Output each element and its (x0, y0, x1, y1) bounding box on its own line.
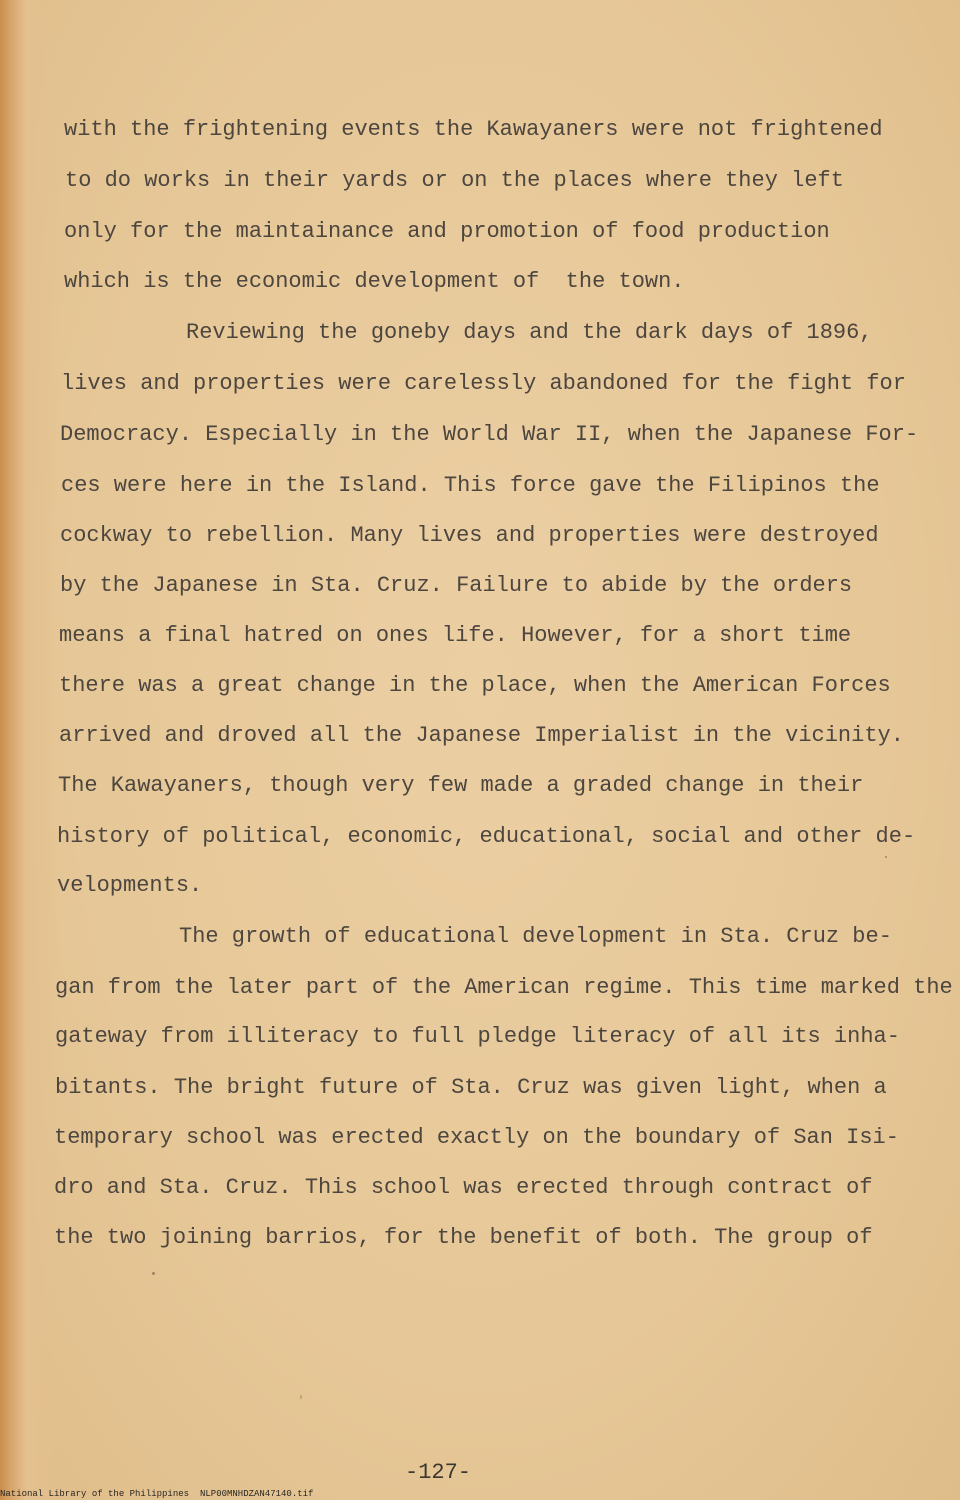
text-line-23: the two joining barrios, for the benefit of both. The group of (54, 1225, 873, 1250)
text-line-19: gateway from illiteracy to full pledge literacy of all its inha- (55, 1024, 900, 1049)
text-line-11: means a final hatred on ones life. However, for a short time (59, 623, 852, 648)
text-line-10: by the Japanese in Sta. Cruz. Failure to abide by the orders (60, 573, 853, 598)
text-line-16: velopments. (57, 873, 203, 898)
text-line-2: to do works in their yards or on the places where they left (65, 168, 844, 193)
text-line-7: Democracy. Especially in the World War II, when the Japanese For- (60, 422, 919, 447)
paper-speck (300, 1395, 302, 1399)
paper-speck (152, 1272, 155, 1275)
text-line-18: gan from the later part of the American regime. This time marked the (55, 975, 953, 1000)
text-line-6: lives and properties were carelessly abandoned for the fight for (61, 371, 906, 396)
text-line-15: history of political, economic, educational, social and other de- (57, 824, 916, 849)
footer-filename: NLP00MNHDZAN47140.tif (200, 1489, 314, 1499)
footer-institution: National Library of the Philippines (0, 1489, 190, 1499)
text-line-17: The growth of educational development in Sta. Cruz be- (179, 924, 892, 949)
text-line-8: ces were here in the Island. This force gave the Filipinos the (61, 473, 880, 498)
text-line-5: Reviewing the goneby days and the dark days of 1896, (186, 320, 873, 345)
text-line-20: bitants. The bright future of Sta. Cruz was given light, when a (55, 1075, 887, 1100)
text-line-22: dro and Sta. Cruz. This school was erected through contract of (54, 1175, 873, 1200)
text-line-9: cockway to rebellion. Many lives and properties were destroyed (60, 523, 879, 548)
text-line-4: which is the economic development of the town. (64, 269, 685, 294)
text-line-12: there was a great change in the place, when the American Forces (59, 673, 891, 698)
page-number: -127- (405, 1460, 472, 1485)
text-line-14: The Kawayaners, though very few made a graded change in their (58, 773, 864, 798)
text-line-3: only for the maintainance and promotion of food production (64, 219, 830, 244)
text-line-21: temporary school was erected exactly on the boundary of San Isi- (54, 1125, 899, 1150)
text-line-1: with the frightening events the Kawayaners were not frightened (64, 117, 883, 142)
paper-speck (885, 856, 887, 858)
text-line-13: arrived and droved all the Japanese Imperialist in the vicinity. (59, 723, 904, 748)
